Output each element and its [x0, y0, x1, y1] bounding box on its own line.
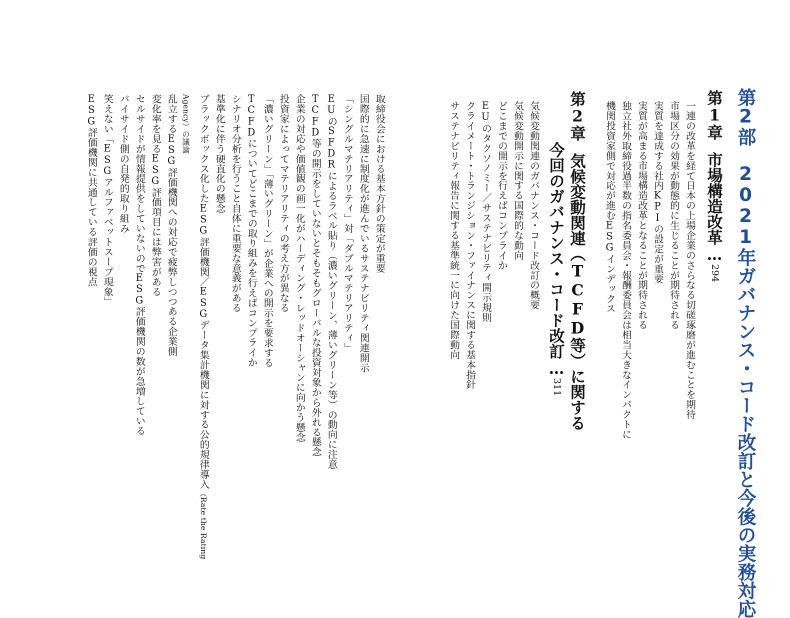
part-heading: [736, 88, 755, 618]
part-title: 2021年ガバナンス・コード改訂と今後の実務対応: [735, 164, 756, 618]
left-item: バイサイド側の自発的取り組み: [117, 94, 129, 234]
left-item: 笑えない「ESGアルファベットスープ現象」: [101, 94, 113, 307]
chapter1-heading: 第1章市場構造改革…294: [705, 90, 724, 283]
left-item: ESG評価機関に共通している評価の視点: [85, 94, 97, 287]
left-item: 取締役会における基本方針の策定が重要: [373, 94, 385, 274]
left-item: TCFD等の開示をしていないとそもそもグローバルな投資対象から外れる懸念: [309, 94, 321, 457]
chapter1-page: 294: [709, 264, 720, 283]
chapter1-title: 市場構造改革: [705, 152, 724, 245]
chapter2-item: どこまでの開示を行えばコンプライか: [496, 101, 507, 271]
left-item: [198, 94, 208, 559]
chapter2-item: 気候変動関連のガバナンス・コード改訂の概要: [528, 101, 539, 310]
left-item: 変化率を見るESG評価項目には弊害がある: [149, 94, 161, 297]
chapter1-item: 実質が高まる市場構造改革となることが期待される: [636, 101, 647, 330]
left-item: 投資家によってマテリアリティの考え方が異なる: [277, 94, 289, 313]
chapter2-label: 第2章: [568, 91, 587, 141]
chapter1-item: 機関投資家側で対応が進むESGインデックス: [604, 101, 615, 314]
chapter1-label: 第1章: [705, 90, 724, 140]
chapter2-item: サステナビリティ報告に関する基準統一に向けた国際動向: [448, 101, 459, 360]
left-item: 乱立するESG評価機関への対応で疲弊しつつある企業側: [165, 94, 177, 357]
left-item: 「濃いグリーン」「薄いグリーン」が企業への開示を要求する: [261, 94, 273, 368]
chapter2-title-line1: 気候変動関連（TCFD等）に関する: [568, 153, 587, 431]
left-item: 国際的に急速に制度化が進んでいるサステナビリティ関連開示: [357, 94, 369, 373]
left-item: 企業の対応や価値観の画一化がハーディング・レッドオーシャンに向かう懸念: [293, 94, 305, 443]
chapter2-item: 気候変動開示に関する国際的な動向: [512, 101, 523, 261]
left-item-note: （Rate the Rating: [198, 489, 208, 560]
chapter2-item: EUのタクソノミー／サステナビリティ開示規則: [480, 101, 491, 323]
left-item: Agency）の議論: [181, 94, 191, 154]
chapter2-heading-line2: 今回のガバナンス・コード改訂…311: [547, 142, 566, 397]
chapter1-item: 市場区分の効果が動態的に生じることが期待される: [668, 101, 679, 330]
chapter2-heading: [570, 91, 586, 431]
left-item: EUのSFDRによるラベル貼り（濃いグリーン、薄いグリーン等）の動向に注意: [325, 94, 337, 470]
chapter1-item: 独立社外取締役過半数の指名委員会・報酬委員会は相当大きなインパクトに: [620, 101, 631, 440]
chapter2-item: クライメート・トランジション・ファイナンスに関する基本指針: [464, 101, 475, 390]
left-item: セルサイドが情報提供をしていないのでESG評価機関の数が急増している: [133, 94, 145, 436]
left-item-text: ブラックボックス化したESG評価機関／ESGデータ集計機関に対する公的規律導入: [197, 94, 209, 490]
part-label: 第2部: [735, 88, 756, 146]
left-item: シナリオ分析を行うこと自体に重要な意義がある: [229, 94, 241, 313]
chapter1-item: 一連の改革を経て日本の上場企業のさらなる切磋琢磨が進むことを期待: [684, 101, 695, 420]
left-item: TCFDについてどこまでの取り組みを行えばコンプライか: [245, 94, 257, 368]
chapter2-page: 311: [551, 378, 562, 397]
chapter2-title-line2: 今回のガバナンス・コード改訂: [547, 142, 566, 359]
left-item: 基準化に伴う硬直化の懸念: [213, 94, 225, 214]
left-item: 「シングルマテリアリティ」対「ダブルマテリアリティ」: [341, 94, 353, 353]
chapter1-item: 実質を達成する社内KPIの設定が重要: [652, 101, 663, 284]
